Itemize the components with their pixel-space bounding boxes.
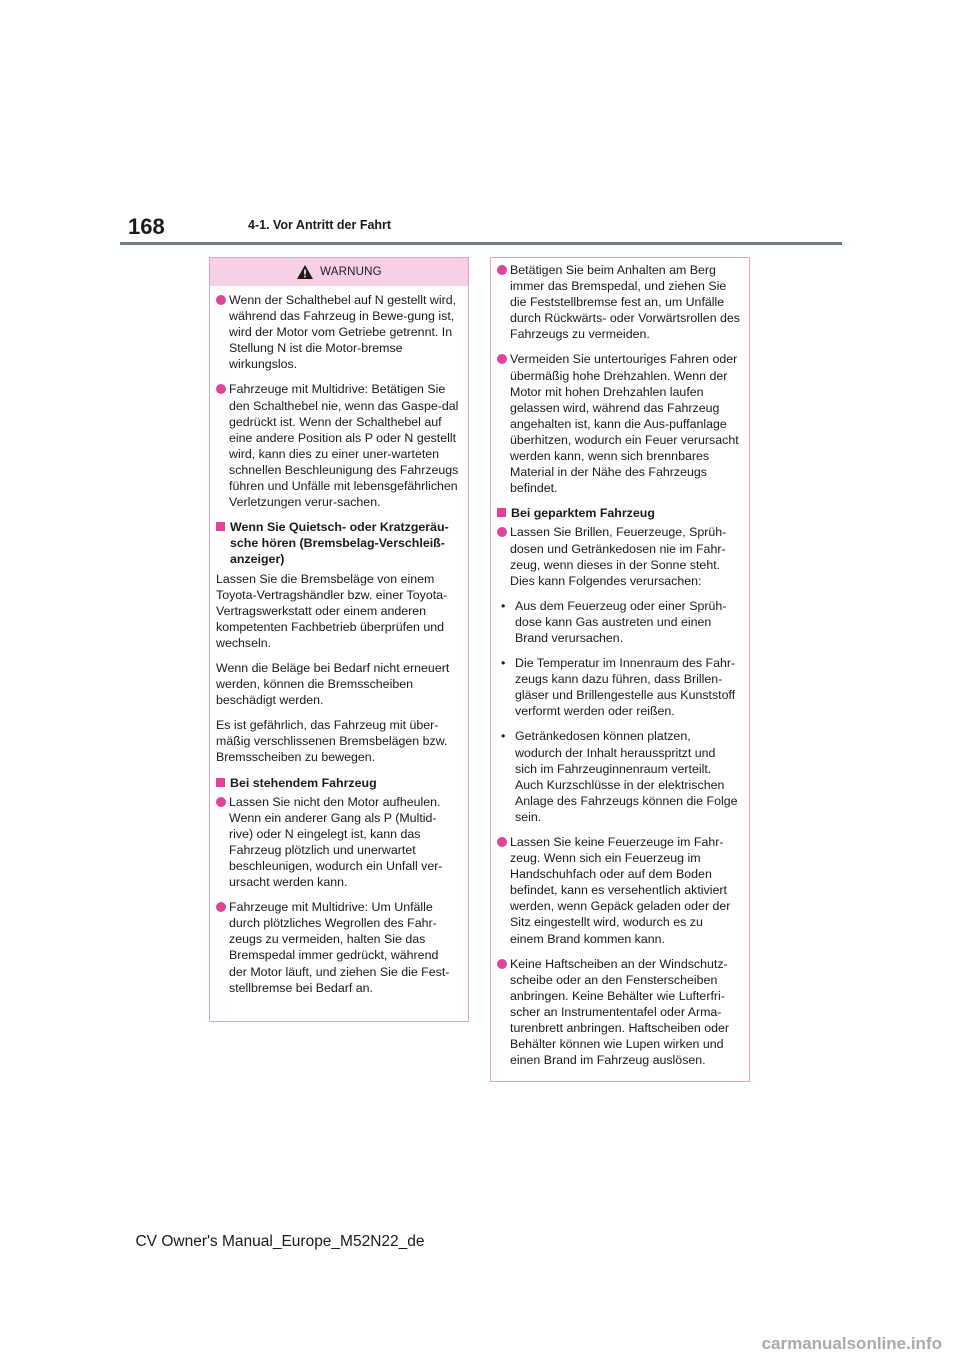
bullet-square-icon bbox=[216, 778, 225, 787]
subheading bbox=[497, 505, 740, 521]
list-item-text: Keine Haftscheiben an der Windschutz-scheibe oder an den Fensterscheiben anbringen. Keine Behälter wie Lufterfri-scher an Instrumententafel oder Arma-turenbrett anbringen. Haftscheiben oder Behälter können wie Lupen wirken und einen Brand im Fahrzeug auslösen. bbox=[510, 956, 730, 1068]
section-title: 4-1. Vor Antritt der Fahrt bbox=[248, 218, 392, 232]
list-item bbox=[216, 381, 459, 510]
warning-header bbox=[210, 258, 468, 286]
sub-list-item-text: Aus dem Feuerzeug oder einer Sprüh-dose kann Gas austreten und einen Brand verursachen. bbox=[515, 598, 727, 645]
bullet-square-icon bbox=[216, 522, 225, 531]
warning-box-left bbox=[209, 257, 469, 1022]
sub-list-item-text: Getränkedosen können platzen, wodurch der Inhalt herausspritzt und sich im Fahrzeuginnenraum verteilt. Auch Kurzschlüsse in der elektrischen Anlage des Fahrzeugs können die Folge sein. bbox=[515, 729, 738, 824]
list-item bbox=[216, 794, 459, 891]
list-item-text: Lassen Sie keine Feuerzeuge im Fahr-zeug. Wenn sich ein Feuerzeug im Handschuhfach oder auf dem Boden befindet, kann es versehentlich aktiviert werden, wenn Gepäck geladen oder der Sitz eingestellt wird, wodurch es zu einem Brand kommen kann. bbox=[510, 835, 731, 946]
footer-manual-id: CV Owner's Manual_Europe_M52N22_de bbox=[135, 1233, 425, 1250]
list-item bbox=[497, 524, 740, 588]
list-item-text: Betätigen Sie beim Anhalten am Berg immer das Bremspedal, und ziehen Sie die Feststellbremse fest an, um Unfälle durch Rückwärts- oder Vorwärtsrollen des Fahrzeugs zu vermeiden. bbox=[510, 263, 741, 342]
bullet-small-icon: • bbox=[501, 598, 506, 613]
bullet-dot-icon bbox=[497, 959, 507, 969]
subheading-text: Bei geparktem Fahrzeug bbox=[511, 506, 655, 521]
sub-list-item bbox=[497, 728, 740, 825]
warning-label: WARNUNG bbox=[320, 265, 382, 278]
bullet-dot-icon bbox=[497, 354, 507, 364]
bullet-dot-icon bbox=[216, 902, 226, 912]
list-item bbox=[497, 262, 740, 342]
sub-list-item bbox=[497, 655, 740, 719]
bullet-dot-icon bbox=[497, 527, 507, 537]
subheading bbox=[216, 519, 459, 567]
bullet-dot-icon bbox=[216, 295, 226, 305]
subheading-text: Bei stehendem Fahrzeug bbox=[230, 775, 377, 790]
bullet-dot-icon bbox=[216, 384, 226, 394]
subheading-text: Wenn Sie Quietsch- oder Kratzgeräu-sche hören (Bremsbelag-Verschleiß-anzeiger) bbox=[230, 520, 449, 567]
list-item bbox=[497, 351, 740, 496]
header-rule bbox=[120, 242, 842, 245]
list-item bbox=[497, 834, 740, 947]
sub-list-item-text: Die Temperatur im Innenraum des Fahr-zeugs kann dazu führen, dass Brillen-gläser und Brillengestelle aus Kunststoff verformt werden oder reißen. bbox=[515, 656, 736, 719]
page-number: 168 bbox=[128, 214, 165, 239]
list-item bbox=[216, 292, 459, 372]
warning-box-right bbox=[490, 257, 750, 1082]
bullet-small-icon: • bbox=[501, 729, 506, 744]
warning-triangle-icon bbox=[296, 264, 314, 280]
bullet-dot-icon bbox=[497, 265, 507, 275]
list-item-text: Lassen Sie Brillen, Feuerzeuge, Sprüh-dosen und Getränkedosen nie im Fahr-zeug, wenn dieses in der Sonne steht. Dies kann Folgendes verursachen: bbox=[510, 525, 727, 588]
list-item bbox=[497, 956, 740, 1069]
list-item-text: Fahrzeuge mit Multidrive: Betätigen Sie den Schalthebel nie, wenn das Gaspe-dal gedrückt ist. Wenn der Schalthebel auf eine andere Position als P oder N gestellt wird, kann dies zu einer uner-warteten schnellen Beschleunigung des Fahrzeugs führen und Unfälle mit lebensgefährlichen Verletzungen verur-sachen. bbox=[229, 382, 459, 510]
paragraph: Lassen Sie die Bremsbeläge von einem Toyota-Vertragshändler bzw. einer Toyota-Vertragswerkstatt oder einem anderen kompetenten Fachbetrieb überprüfen und wechseln. bbox=[216, 571, 448, 650]
bullet-square-icon bbox=[497, 508, 506, 517]
subheading bbox=[216, 775, 459, 791]
list-item-text: Lassen Sie nicht den Motor aufheulen. Wenn ein anderer Gang als P (Multid-rive) oder N eingelegt ist, kann das Fahrzeug plötzlich und unerwartet beschleunigen, wodurch ein Unfall ver-ursacht werden kann. bbox=[229, 794, 443, 890]
list-item bbox=[216, 899, 459, 996]
bullet-small-icon: • bbox=[501, 656, 506, 671]
bullet-dot-icon bbox=[216, 797, 226, 807]
watermark: carmanualsonline.info bbox=[761, 1334, 942, 1353]
sub-list-item bbox=[497, 598, 740, 646]
list-item-text: Vermeiden Sie untertouriges Fahren oder übermäßig hohe Drehzahlen. Wenn der Motor mit hohen Drehzahlen laufen gelassen wird, während das Fahrzeug angehalten ist, kann die Aus-puffanlage überhitzen, wodurch ein Feuer verursacht werden kann, wenn sich brennbares Material in der Nähe des Fahrzeugs befindet. bbox=[510, 352, 739, 496]
bullet-dot-icon bbox=[497, 837, 507, 847]
list-item-text: Fahrzeuge mit Multidrive: Um Unfälle durch plötzliches Wegrollen des Fahr-zeugs zu vermeiden, halten Sie das Bremspedal immer gedrückt, während der Motor läuft, und ziehen Sie die Fest-stellbremse bei Bedarf an. bbox=[229, 900, 450, 995]
paragraph: Es ist gefährlich, das Fahrzeug mit über-mäßig verschlissenen Bremsbelägen bzw. Bremsscheiben zu bewegen. bbox=[216, 718, 448, 765]
paragraph: Wenn die Beläge bei Bedarf nicht erneuert werden, können die Bremsscheiben beschädigt werden. bbox=[216, 660, 450, 708]
list-item-text: Wenn der Schalthebel auf N gestellt wird, während das Fahrzeug in Bewe-gung ist, wird der Motor vom Getriebe getrennt. In Stellung N ist die Motor-bremse wirkungslos. bbox=[229, 293, 457, 372]
